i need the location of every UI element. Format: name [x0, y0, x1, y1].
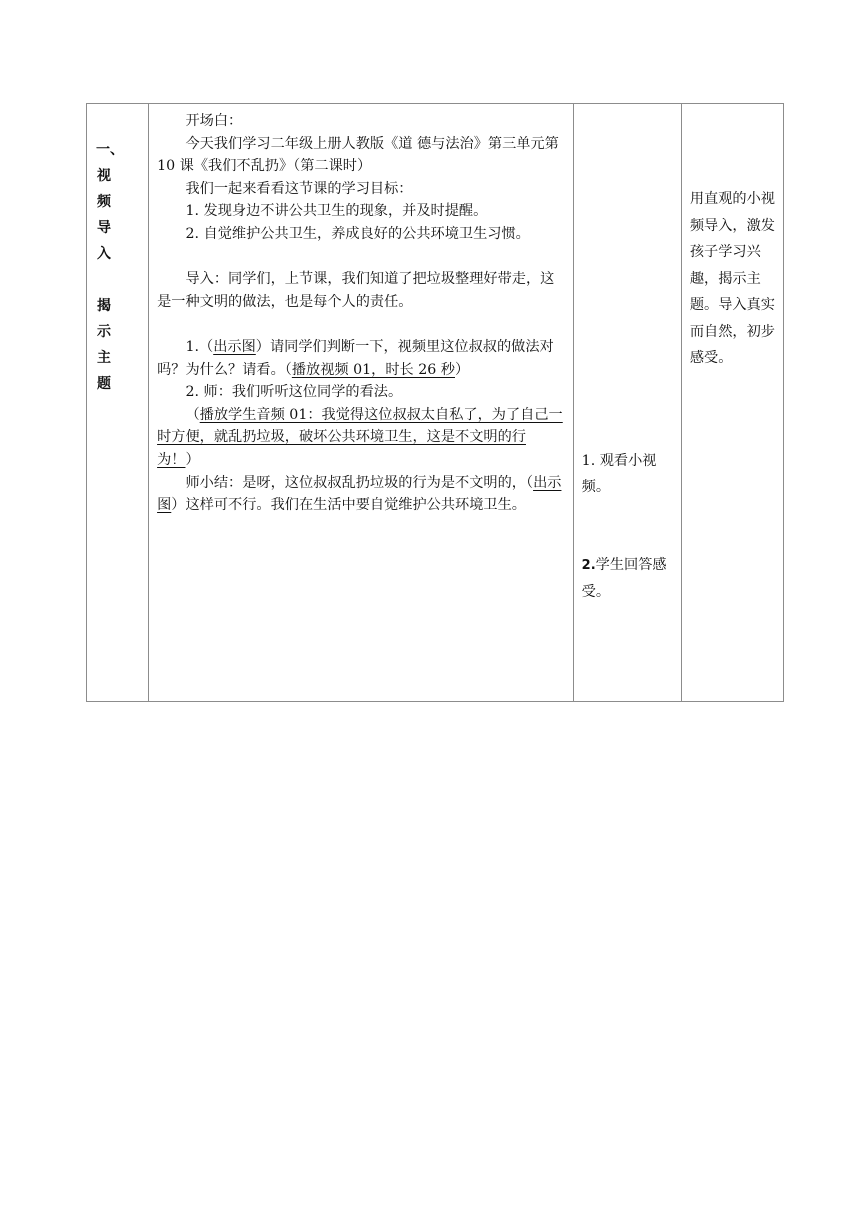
summary-start: 师小结：是呀，这位叔叔乱扔垃圾的行为是不文明的，（ [185, 474, 534, 491]
show-image-link: 出示图 [213, 338, 256, 355]
step-1-number: 1.（ [185, 338, 214, 355]
step-2: 2. 师：我们听听这位同学的看法。 [185, 384, 403, 401]
step-1 [157, 336, 565, 381]
section-number: 一、 [96, 142, 124, 158]
section-char: 主 [97, 350, 111, 366]
step-1-text: ）请同学们判断一下，视频里这位叔叔的做法对吗？为什么？请看。（ [157, 338, 554, 378]
audio-open: （ [185, 406, 200, 423]
lesson-plan-table [86, 103, 784, 702]
goals-intro: 我们一起来看看这节课的学习目标： [185, 180, 413, 197]
audio-close: ） [185, 451, 200, 468]
section-char: 入 [97, 246, 111, 262]
design-intent: 用直观的小视频导入，激发孩子学习兴趣，揭示主题。导入真实而自然，初步感受。 [689, 191, 775, 366]
teaching-content [149, 104, 573, 517]
audio-note [157, 404, 565, 472]
summary-show-image: 出示图 [157, 474, 562, 514]
section-title-cell [87, 104, 149, 702]
section-title [87, 104, 148, 397]
section-char: 视 [97, 168, 111, 184]
student-activity-cell [573, 104, 681, 702]
student-activity [574, 448, 681, 605]
section-char: 频 [97, 194, 111, 210]
step-1-end: ） [455, 361, 470, 378]
section-char: 导 [97, 220, 111, 236]
activity-item-2 [582, 552, 675, 605]
design-intent-cell [681, 104, 783, 702]
section-char: 示 [97, 324, 111, 340]
summary-end: ）这样可不行。我们在生活中要自觉维护公共环境卫生。 [171, 497, 526, 514]
activity-item-2-text: 学生回答感受。 [581, 557, 667, 600]
lead-in-paragraph: 导入：同学们，上节课，我们知道了把垃圾整理好带走，这是一种文明的做法，也是每个人的责任。 [157, 271, 555, 310]
opening-label: 开场白： [185, 113, 243, 129]
goal-1: 1. 发现身边不讲公共卫生的现象，并及时提醒。 [185, 203, 488, 220]
goal-2: 2. 自觉维护公共卫生，养成良好的公共环境卫生习惯。 [185, 225, 530, 242]
activity-item-2-number: 2. [581, 558, 596, 573]
play-audio-note: 播放学生音频 01：我觉得这位叔叔太自私了，为了自己一时方便，就乱扔垃圾，破坏公共环境卫生，这是不文明的行为！ [157, 406, 563, 468]
section-char: 揭 [97, 298, 111, 314]
activity-item-1: 1. 观看小视频。 [581, 453, 657, 495]
intro-paragraph: 今天我们学习二年级上册人教版《道 德与法治》第三单元第 10 课《我们不乱扔》（第二课时） [157, 135, 559, 175]
play-video-note: 播放视频 01，时长 26 秒 [291, 361, 455, 378]
table-row [87, 104, 784, 702]
summary-paragraph [157, 472, 565, 517]
teaching-content-cell [149, 104, 574, 702]
section-char: 题 [97, 376, 111, 392]
